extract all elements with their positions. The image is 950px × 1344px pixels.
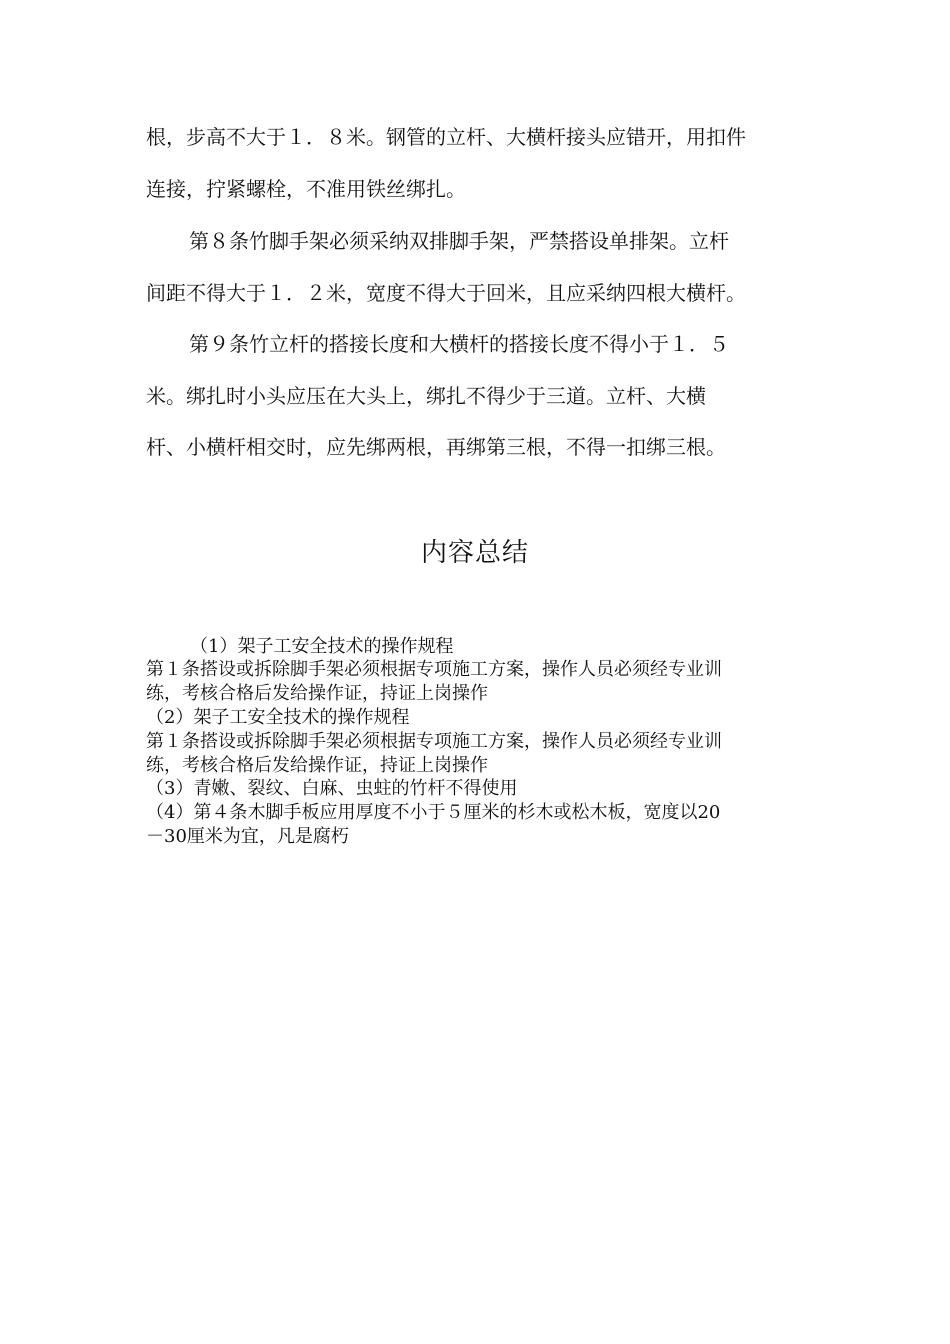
summary-line: －30厘米为宜，凡是腐朽 (146, 826, 349, 847)
summary-line: 第１条搭设或拆除脚手架必须根据专项施工方案，操作人员必须经专业训 (146, 731, 722, 752)
summary-line: 练，考核合格后发给操作证，持证上岗操作 (146, 683, 488, 704)
summary-line: （1）架子工安全技术的操作规程 (190, 636, 454, 657)
body-line: 根，步高不大于１．８米。钢管的立杆、大横杆接头应错开，用扣件 (146, 125, 746, 149)
summary-line: （2）架子工安全技术的操作规程 (146, 707, 410, 728)
summary-line: 第１条搭设或拆除脚手架必须根据专项施工方案，操作人员必须经专业训 (146, 659, 722, 680)
summary-line: （3）青嫩、裂纹、白麻、虫蛀的竹杆不得使用 (146, 778, 518, 799)
body-line: 连接，拧紧螺栓，不准用铁丝绑扎。 (146, 177, 466, 201)
body-line: 间距不得大于１．２米，宽度不得大于回米，且应采纳四根大横杆。 (146, 281, 746, 305)
body-line: 第８条竹脚手架必须采纳双排脚手架，严禁搭设单排架。立杆 (189, 229, 729, 253)
body-line: 第９条竹立杆的搭接长度和大横杆的搭接长度不得小于１．５ (189, 332, 729, 356)
summary-line: 练，考核合格后发给操作证，持证上岗操作 (146, 755, 488, 776)
body-line: 杆、小横杆相交时，应先绑两根，再绑第三根，不得一扣绑三根。 (146, 435, 726, 459)
summary-line: （4）第４条木脚手板应用厚度不小于５厘米的杉木或松木板，宽度以20 (146, 802, 721, 823)
body-line: 米。绑扎时小头应压在大头上，绑扎不得少于三道。立杆、大横 (146, 384, 706, 408)
summary-title: 内容总结 (420, 538, 529, 568)
